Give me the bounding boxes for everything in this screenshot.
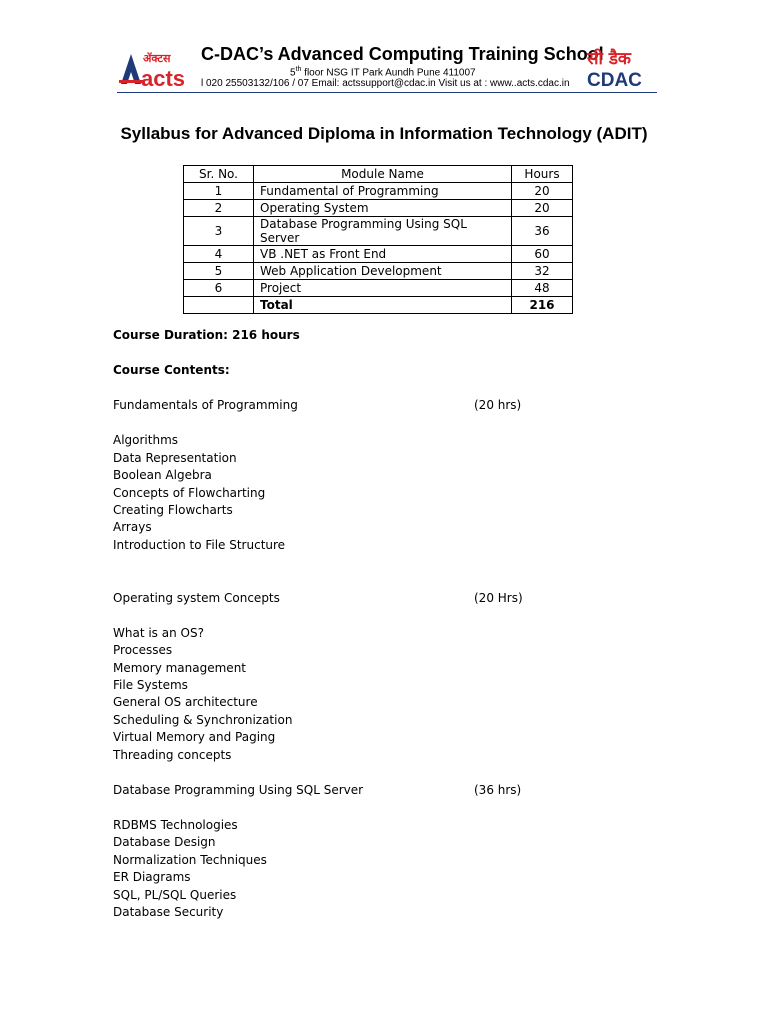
course-contents-heading: Course Contents: xyxy=(113,363,230,377)
list-item: SQL, PL/SQL Queries xyxy=(113,888,237,902)
school-address: 5th floor NSG IT Park Aundh Pune 411007 xyxy=(290,66,476,79)
cell-sr: 1 xyxy=(184,183,254,200)
list-item: Memory management xyxy=(113,661,247,675)
list-item: ER Diagrams xyxy=(113,870,191,884)
cell-module-name: Database Programming Using SQL Server xyxy=(254,217,512,246)
course-duration: Course Duration: 216 hours xyxy=(113,328,300,342)
cell-sr: 2 xyxy=(184,200,254,217)
table-row xyxy=(184,280,573,297)
cell-module-name: VB .NET as Front End xyxy=(254,246,512,263)
list-item: Normalization Techniques xyxy=(113,853,267,867)
table-total-row xyxy=(184,297,573,314)
list-item: Database Security xyxy=(113,905,224,919)
cell-sr: 6 xyxy=(184,280,254,297)
list-item: Creating Flowcharts xyxy=(113,503,233,517)
modules-table xyxy=(183,165,573,314)
cdac-logo-hindi: सी डैक xyxy=(587,49,631,69)
table-row xyxy=(184,200,573,217)
header-module-name: Module Name xyxy=(254,166,512,183)
cell-hours: 36 xyxy=(512,217,573,246)
cell-sr: 4 xyxy=(184,246,254,263)
cell-hours: 48 xyxy=(512,280,573,297)
list-item: Boolean Algebra xyxy=(113,468,212,482)
school-name: C-DAC’s Advanced Computing Training School xyxy=(201,44,604,64)
header-hours: Hours xyxy=(512,166,573,183)
list-item: Threading concepts xyxy=(113,748,232,762)
acts-logo-hindi: ॲक्टस xyxy=(143,52,171,65)
cell-hours: 20 xyxy=(512,200,573,217)
page-title: Syllabus for Advanced Diploma in Information Technology (ADIT) xyxy=(120,124,648,143)
list-item: Database Design xyxy=(113,835,216,849)
section-hours: (20 hrs) xyxy=(474,398,522,412)
cell-hours: 60 xyxy=(512,246,573,263)
list-item: What is an OS? xyxy=(113,626,204,640)
section-title: Operating system Concepts xyxy=(113,591,280,605)
cell-hours: 32 xyxy=(512,263,573,280)
list-item: Arrays xyxy=(113,520,152,534)
cell-module-name: Fundamental of Programming xyxy=(254,183,512,200)
section-title: Database Programming Using SQL Server xyxy=(113,783,364,797)
list-item: Algorithms xyxy=(113,433,179,447)
cell-module-name: Project xyxy=(254,280,512,297)
list-item: Virtual Memory and Paging xyxy=(113,730,276,744)
acts-logo-text: acts xyxy=(141,66,186,90)
cell-module-name: Web Application Development xyxy=(254,263,512,280)
cell-sr-empty xyxy=(184,297,254,314)
table-header-row xyxy=(184,166,573,183)
list-item: Introduction to File Structure xyxy=(113,538,286,552)
list-item: Concepts of Flowcharting xyxy=(113,486,266,500)
table-row xyxy=(184,217,573,246)
cell-sr: 5 xyxy=(184,263,254,280)
table-row xyxy=(184,246,573,263)
cell-hours: 20 xyxy=(512,183,573,200)
list-item: Scheduling & Synchronization xyxy=(113,713,293,727)
cdac-logo xyxy=(585,44,653,90)
section-title: Fundamentals of Programming xyxy=(113,398,298,412)
cell-module-name: Operating System xyxy=(254,200,512,217)
list-item: Data Representation xyxy=(113,451,237,465)
acts-logo xyxy=(117,44,197,90)
list-item: File Systems xyxy=(113,678,188,692)
list-item: Processes xyxy=(113,643,173,657)
header-sr-no: Sr. No. xyxy=(184,166,254,183)
list-item: RDBMS Technologies xyxy=(113,818,238,832)
letterhead xyxy=(117,42,657,93)
section-hours: (36 hrs) xyxy=(474,783,522,797)
cdac-logo-text: CDAC xyxy=(587,70,642,90)
cell-total-label: Total xyxy=(254,297,512,314)
school-contact: l 020 25503132/106 / 07 Email: actssupport@cdac.in Visit us at : www..acts.cdac.in xyxy=(201,78,570,89)
list-item: General OS architecture xyxy=(113,695,258,709)
section-hours: (20 Hrs) xyxy=(474,591,523,605)
cell-total-hours: 216 xyxy=(512,297,573,314)
table-row xyxy=(184,263,573,280)
cell-sr: 3 xyxy=(184,217,254,246)
table-row xyxy=(184,183,573,200)
